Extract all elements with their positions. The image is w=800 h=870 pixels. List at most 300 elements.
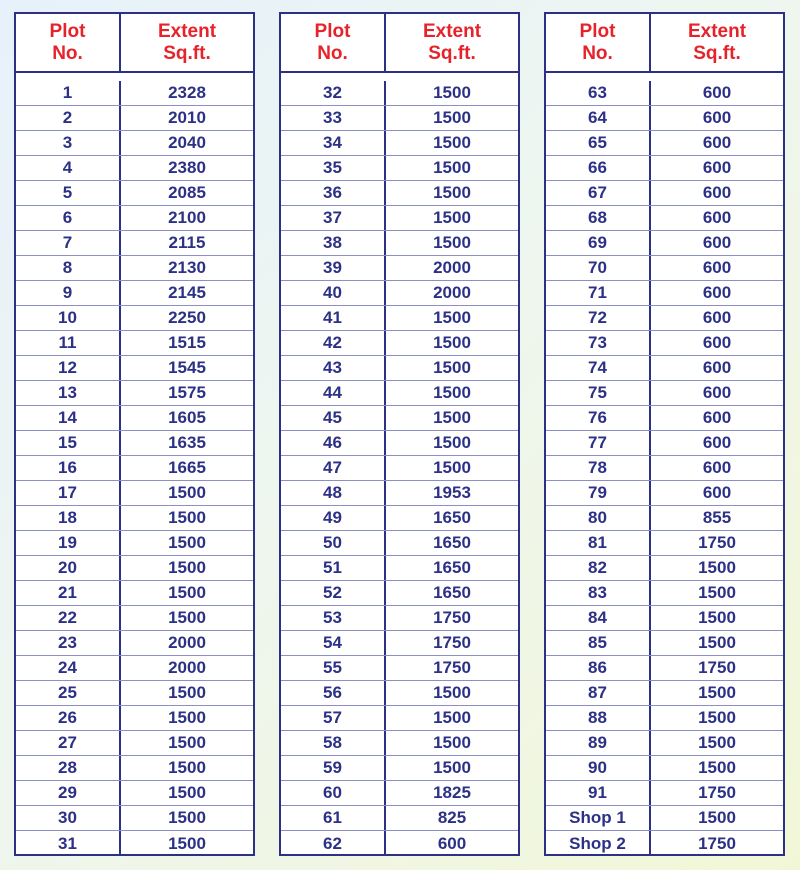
plot-no-cell: 89 (546, 731, 651, 755)
extent-cell: 1500 (433, 308, 471, 327)
plot-no-cell: 5 (16, 181, 121, 205)
table-row (546, 81, 783, 106)
plot-no-cell: 68 (546, 206, 651, 230)
plot-no-cell: 39 (281, 256, 386, 280)
plot-no-cell: 42 (281, 331, 386, 355)
extent-cell: 1650 (433, 533, 471, 552)
table-row (16, 431, 253, 456)
table-row (281, 581, 518, 606)
extent-cell: 1575 (168, 383, 206, 402)
table-row (16, 256, 253, 281)
extent-header (386, 14, 518, 71)
plot-no-cell: 44 (281, 381, 386, 405)
plot-no-cell: 54 (281, 631, 386, 655)
plot-no-cell: 10 (16, 306, 121, 330)
extent-cell: 1635 (168, 433, 206, 452)
table-row (281, 556, 518, 581)
extent-cell: 1665 (168, 458, 206, 477)
table-row (546, 756, 783, 781)
plot-no-cell: 90 (546, 756, 651, 780)
extent-cell: 1545 (168, 358, 206, 377)
extent-cell: 1650 (433, 558, 471, 577)
table-row (546, 781, 783, 806)
plot-no-cell: 59 (281, 756, 386, 780)
plot-no-cell: 29 (16, 781, 121, 805)
extent-cell: 1500 (433, 458, 471, 477)
extent-cell: 1500 (433, 733, 471, 752)
plot-no-cell: 78 (546, 456, 651, 480)
table-row (16, 481, 253, 506)
table-row (16, 356, 253, 381)
extent-cell: 600 (702, 308, 732, 327)
plot-header-line2: No. (52, 42, 83, 64)
plot-no-header (281, 14, 386, 71)
plot-no-cell: 79 (546, 481, 651, 505)
table-row (546, 456, 783, 481)
plot-no-cell: 4 (16, 156, 121, 180)
extent-cell: 1750 (698, 783, 736, 802)
extent-cell: 1500 (433, 758, 471, 777)
extent-cell: 1500 (433, 408, 471, 427)
extent-cell: 1500 (698, 733, 736, 752)
extent-cell: 1500 (168, 833, 206, 853)
table-row (281, 256, 518, 281)
table-row (546, 831, 783, 856)
table-row (16, 506, 253, 531)
extent-cell: 1500 (168, 483, 206, 502)
plot-no-cell: 8 (16, 256, 121, 280)
table-row (16, 606, 253, 631)
table-row (281, 531, 518, 556)
plot-no-cell: 33 (281, 106, 386, 130)
table-row (16, 681, 253, 706)
table-row (16, 831, 253, 856)
plot-no-cell: 85 (546, 631, 651, 655)
plot-no-cell: 50 (281, 531, 386, 555)
extent-cell: 1750 (433, 608, 471, 627)
table-row (546, 331, 783, 356)
extent-cell: 1500 (698, 808, 736, 827)
table-row (546, 131, 783, 156)
extent-cell: 825 (437, 808, 467, 827)
table-row (16, 181, 253, 206)
extent-cell: 1500 (168, 583, 206, 602)
extent-cell: 855 (702, 508, 732, 527)
table-row (546, 731, 783, 756)
plot-no-cell: 34 (281, 131, 386, 155)
extent-cell: 1500 (433, 158, 471, 177)
extent-cell: 1500 (168, 508, 206, 527)
extent-cell: 1650 (433, 583, 471, 602)
extent-cell: 1500 (433, 133, 471, 152)
extent-cell: 1500 (168, 733, 206, 752)
plot-no-cell: 83 (546, 581, 651, 605)
table-row (546, 106, 783, 131)
plot-no-cell: 31 (16, 831, 121, 856)
table-row (281, 431, 518, 456)
plot-no-cell: 76 (546, 406, 651, 430)
plot-no-cell: 36 (281, 181, 386, 205)
extent-cell: 2328 (168, 83, 206, 102)
extent-cell: 1500 (433, 683, 471, 702)
plot-no-cell: 23 (16, 631, 121, 655)
plot-no-cell: 77 (546, 431, 651, 455)
table-row (281, 206, 518, 231)
plot-no-cell: 52 (281, 581, 386, 605)
plot-no-cell: 80 (546, 506, 651, 530)
extent-cell: 2000 (433, 283, 471, 302)
extent-cell: 1500 (168, 758, 206, 777)
plot-no-header (16, 14, 121, 71)
table-row (546, 581, 783, 606)
extent-cell: 1500 (433, 83, 471, 102)
table-row (16, 331, 253, 356)
table-header (16, 14, 253, 73)
extent-cell: 1825 (433, 783, 471, 802)
table-row (546, 231, 783, 256)
table-row (281, 81, 518, 106)
plot-no-cell: 18 (16, 506, 121, 530)
plot-no-cell: 40 (281, 281, 386, 305)
extent-cell: 1953 (433, 483, 471, 502)
table-body (281, 73, 518, 856)
table-row (281, 606, 518, 631)
plot-no-cell: 32 (281, 81, 386, 105)
table-body (16, 73, 253, 856)
plot-no-cell: 88 (546, 706, 651, 730)
plot-header-line1: Plot (579, 20, 616, 42)
plot-no-cell: 45 (281, 406, 386, 430)
extent-cell: 2010 (168, 108, 206, 127)
extent-cell: 1500 (433, 333, 471, 352)
extent-header-line2: Sq.ft. (693, 42, 741, 64)
table-row (16, 381, 253, 406)
extent-cell: 1500 (433, 708, 471, 727)
plot-no-cell: 16 (16, 456, 121, 480)
table-row (16, 206, 253, 231)
extent-cell: 2380 (168, 158, 206, 177)
plot-no-cell: 13 (16, 381, 121, 405)
plot-no-cell: 47 (281, 456, 386, 480)
table-header (546, 14, 783, 73)
plot-no-cell: 26 (16, 706, 121, 730)
plot-no-cell: 3 (16, 131, 121, 155)
extent-cell: 2040 (168, 133, 206, 152)
table-row (16, 406, 253, 431)
plot-no-cell: 82 (546, 556, 651, 580)
table-row (16, 231, 253, 256)
plot-no-cell: 60 (281, 781, 386, 805)
table-row (16, 706, 253, 731)
plot-no-cell: 72 (546, 306, 651, 330)
table-row (546, 556, 783, 581)
extent-cell: 1605 (168, 408, 206, 427)
extent-cell: 600 (702, 83, 732, 102)
extent-cell: 1500 (168, 783, 206, 802)
plot-no-cell: 28 (16, 756, 121, 780)
table-row (16, 731, 253, 756)
table-row (281, 106, 518, 131)
plot-no-cell: 9 (16, 281, 121, 305)
table-row (281, 481, 518, 506)
extent-header (121, 14, 253, 71)
plot-no-cell: 38 (281, 231, 386, 255)
extent-cell: 1500 (433, 233, 471, 252)
extent-cell: 1500 (433, 108, 471, 127)
table-row (281, 631, 518, 656)
table-row (281, 706, 518, 731)
extent-cell: 1750 (698, 833, 736, 853)
table-row (546, 706, 783, 731)
table-row (281, 331, 518, 356)
plot-no-cell: 62 (281, 831, 386, 856)
table-row (16, 456, 253, 481)
table-row (546, 256, 783, 281)
plot-no-cell: 49 (281, 506, 386, 530)
table-row (546, 406, 783, 431)
table-row (546, 306, 783, 331)
plot-no-cell: 56 (281, 681, 386, 705)
extent-cell: 1500 (698, 758, 736, 777)
table-row (546, 806, 783, 831)
plot-table-1 (14, 12, 255, 856)
table-row (16, 631, 253, 656)
plot-no-cell: 41 (281, 306, 386, 330)
table-row (546, 156, 783, 181)
extent-cell: 600 (702, 358, 732, 377)
plot-no-cell: 17 (16, 481, 121, 505)
plot-no-cell: 64 (546, 106, 651, 130)
plot-no-cell: 63 (546, 81, 651, 105)
table-row (16, 781, 253, 806)
extent-cell: 1500 (698, 633, 736, 652)
table-row (16, 281, 253, 306)
plot-table-2 (279, 12, 520, 856)
extent-cell: 1500 (168, 708, 206, 727)
plot-no-cell: 67 (546, 181, 651, 205)
table-row (281, 506, 518, 531)
plot-no-cell: 27 (16, 731, 121, 755)
table-row (281, 156, 518, 181)
extent-header-line2: Sq.ft. (163, 42, 211, 64)
table-row (281, 356, 518, 381)
plot-no-cell: 37 (281, 206, 386, 230)
plot-no-cell: 71 (546, 281, 651, 305)
extent-header-line1: Extent (157, 20, 217, 42)
extent-cell: 600 (702, 283, 732, 302)
plot-no-cell: 84 (546, 606, 651, 630)
plot-no-cell: 19 (16, 531, 121, 555)
table-row (16, 806, 253, 831)
plot-no-cell: 12 (16, 356, 121, 380)
table-row (281, 181, 518, 206)
table-row (16, 581, 253, 606)
plot-no-cell: 46 (281, 431, 386, 455)
extent-cell: 1500 (698, 683, 736, 702)
table-row (546, 181, 783, 206)
extent-cell: 2000 (433, 258, 471, 277)
extent-cell: 1500 (433, 208, 471, 227)
extent-cell: 600 (702, 383, 732, 402)
plot-no-cell: 73 (546, 331, 651, 355)
plot-no-cell: 75 (546, 381, 651, 405)
plot-no-cell: 7 (16, 231, 121, 255)
extent-cell: 2250 (168, 308, 206, 327)
extent-cell: 1500 (433, 383, 471, 402)
table-row (16, 306, 253, 331)
table-row (546, 431, 783, 456)
table-row (546, 506, 783, 531)
extent-cell: 1500 (698, 708, 736, 727)
table-row (546, 481, 783, 506)
plot-header-line2: No. (317, 42, 348, 64)
plot-no-cell: 15 (16, 431, 121, 455)
table-row (546, 681, 783, 706)
extent-cell: 1650 (433, 508, 471, 527)
table-header (281, 14, 518, 73)
extent-cell: 1500 (698, 608, 736, 627)
extent-cell: 600 (702, 133, 732, 152)
table-row (281, 756, 518, 781)
extent-cell: 2130 (168, 258, 206, 277)
extent-cell: 1750 (433, 633, 471, 652)
table-row (281, 306, 518, 331)
extent-cell: 2100 (168, 208, 206, 227)
extent-cell: 1500 (433, 358, 471, 377)
plot-table-3 (544, 12, 785, 856)
extent-cell: 1500 (168, 608, 206, 627)
plot-no-cell: 87 (546, 681, 651, 705)
plot-no-cell: 55 (281, 656, 386, 680)
extent-cell: 1500 (433, 183, 471, 202)
plot-no-cell: 66 (546, 156, 651, 180)
extent-cell: 1750 (698, 533, 736, 552)
plot-no-cell: 1 (16, 81, 121, 105)
extent-header-line1: Extent (687, 20, 747, 42)
table-row (16, 756, 253, 781)
plot-no-cell: 25 (16, 681, 121, 705)
table-row (281, 131, 518, 156)
plot-no-cell: 11 (16, 331, 121, 355)
plot-no-cell: 2 (16, 106, 121, 130)
plot-no-cell: 65 (546, 131, 651, 155)
table-row (546, 656, 783, 681)
table-row (546, 356, 783, 381)
extent-cell: 600 (702, 233, 732, 252)
plot-no-header (546, 14, 651, 71)
extent-cell: 2145 (168, 283, 206, 302)
table-row (281, 381, 518, 406)
extent-header-line1: Extent (422, 20, 482, 42)
table-row (281, 656, 518, 681)
table-row (281, 806, 518, 831)
extent-header-line2: Sq.ft. (428, 42, 476, 64)
extent-cell: 2000 (168, 633, 206, 652)
table-row (281, 456, 518, 481)
extent-cell: 1500 (168, 683, 206, 702)
extent-cell: 600 (702, 108, 732, 127)
plot-no-cell: 6 (16, 206, 121, 230)
table-row (281, 731, 518, 756)
plot-header-line2: No. (582, 42, 613, 64)
extent-cell: 600 (702, 433, 732, 452)
table-row (546, 281, 783, 306)
extent-header (651, 14, 783, 71)
extent-cell: 1500 (698, 558, 736, 577)
table-row (16, 131, 253, 156)
extent-cell: 1500 (168, 808, 206, 827)
table-row (16, 556, 253, 581)
table-row (16, 106, 253, 131)
plot-no-cell: Shop 2 (546, 831, 651, 856)
plot-no-cell: 35 (281, 156, 386, 180)
extent-cell: 2000 (168, 658, 206, 677)
plot-no-cell: 21 (16, 581, 121, 605)
plot-header-line1: Plot (49, 20, 86, 42)
plot-no-cell: 24 (16, 656, 121, 680)
table-row (16, 656, 253, 681)
extent-cell: 1750 (433, 658, 471, 677)
plot-no-cell: 22 (16, 606, 121, 630)
plot-header-line1: Plot (314, 20, 351, 42)
table-row (281, 831, 518, 856)
table-row (281, 781, 518, 806)
plot-no-cell: 61 (281, 806, 386, 830)
plot-no-cell: 51 (281, 556, 386, 580)
extent-cell: 600 (702, 408, 732, 427)
plot-no-cell: 86 (546, 656, 651, 680)
extent-cell: 1500 (433, 433, 471, 452)
table-body (546, 73, 783, 856)
plot-no-cell: 48 (281, 481, 386, 505)
extent-cell: 600 (702, 333, 732, 352)
table-row (546, 381, 783, 406)
extent-cell: 600 (702, 483, 732, 502)
plot-no-cell: 57 (281, 706, 386, 730)
plot-no-cell: 30 (16, 806, 121, 830)
extent-cell: 600 (437, 833, 467, 853)
table-row (546, 606, 783, 631)
table-row (16, 156, 253, 181)
extent-cell: 600 (702, 183, 732, 202)
extent-cell: 1750 (698, 658, 736, 677)
plot-no-cell: 74 (546, 356, 651, 380)
extent-cell: 600 (702, 158, 732, 177)
extent-cell: 2115 (168, 233, 206, 252)
extent-cell: 1500 (698, 583, 736, 602)
extent-cell: 600 (702, 258, 732, 277)
table-row (281, 681, 518, 706)
extent-cell: 2085 (168, 183, 206, 202)
table-row (281, 281, 518, 306)
plot-no-cell: 53 (281, 606, 386, 630)
table-row (546, 531, 783, 556)
table-row (16, 81, 253, 106)
plot-no-cell: Shop 1 (546, 806, 651, 830)
plot-no-cell: 69 (546, 231, 651, 255)
plot-no-cell: 91 (546, 781, 651, 805)
table-row (546, 631, 783, 656)
extent-cell: 600 (702, 208, 732, 227)
table-row (281, 406, 518, 431)
table-row (546, 206, 783, 231)
extent-cell: 1500 (168, 533, 206, 552)
extent-cell: 1500 (168, 558, 206, 577)
plot-no-cell: 81 (546, 531, 651, 555)
plot-no-cell: 43 (281, 356, 386, 380)
plot-no-cell: 20 (16, 556, 121, 580)
extent-cell: 1515 (168, 333, 206, 352)
